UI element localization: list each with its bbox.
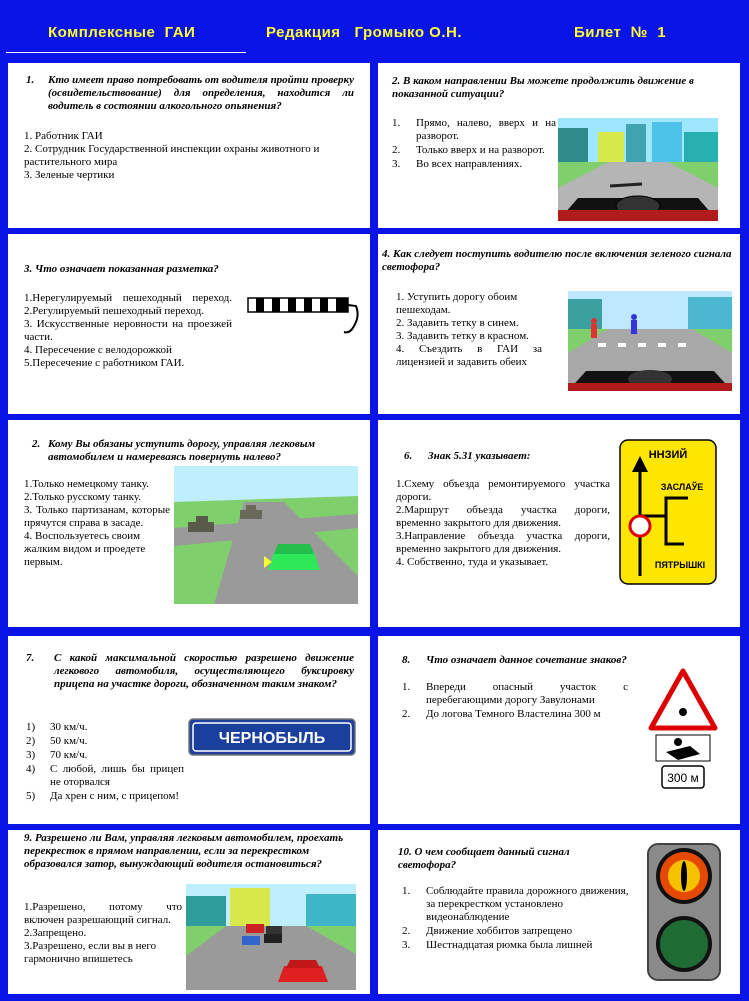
q7-answer-2[interactable]: 2) 50 км/ч.	[26, 735, 88, 747]
question-2	[378, 63, 740, 228]
header-editor: Редакция Громыко О.Н.	[266, 24, 462, 41]
q5-answers	[24, 478, 170, 569]
q4-answer-2[interactable]: 2. Задавить тетку в синем.	[396, 317, 519, 329]
q7-answer-4[interactable]: 4) С любой, лишь бы прицеп не оторвался	[26, 763, 184, 788]
q7-answer-3[interactable]: 3) 70 км/ч.	[26, 749, 88, 761]
q6-answer-4[interactable]: 4. Собственно, туда и указывает.	[396, 556, 549, 568]
q3-text: 3. Что означает показанная разметка?	[24, 263, 219, 275]
question-8	[378, 636, 740, 824]
detour-sign-mid-label: ЗАСЛАЎЕ	[660, 482, 704, 492]
q3-answers	[24, 292, 232, 370]
q9-answer-3[interactable]: 3.Разрешено, если вы в него гармонично впишетесь	[24, 940, 157, 965]
q1-text: Кто имеет право потребовать от водителя пройти проверку (освидетельствование) для определения, находится ли водитель в состоянии алкогольного опьянения?	[48, 74, 354, 112]
q3-answer-2[interactable]: 2.Регулируемый пешеходный переход.	[24, 305, 204, 317]
q8-answer-1[interactable]: 1. Впереди опасный участок с перебегающими дорогу Завулонами	[402, 681, 628, 706]
q5-answer-2[interactable]: 2.Только русскому танку.	[24, 491, 141, 503]
q7-answer-5[interactable]: 5) Да хрен с ним, с прицепом!	[26, 790, 179, 802]
header-underline	[6, 52, 246, 53]
question-5	[8, 420, 370, 627]
q4-text: 4. Как следует поступить водителю после включения зеленого сигнала светофора?	[382, 248, 732, 273]
q9-answer-2[interactable]: 2.Запрещено.	[24, 927, 87, 939]
detour-sign-bottom-label: ПЯТРЫШКІ	[654, 560, 706, 570]
question-1	[8, 63, 370, 228]
header-title: Комплексные ГАИ	[48, 24, 196, 41]
q8-number: 8.	[402, 654, 411, 666]
q1-number: 1.	[26, 74, 35, 86]
question-9	[8, 830, 370, 994]
detour-sign-top-label: ННЗИЙ	[648, 449, 688, 461]
town-name-sign-label: ЧЕРНОБЫЛЬ	[218, 730, 326, 747]
q8-answers	[402, 681, 628, 722]
detour-sign-5-31	[618, 438, 718, 586]
warning-sign-group	[648, 668, 718, 796]
q4-answers	[396, 291, 542, 369]
q8-answer-2[interactable]: 2. До логова Темного Властелина 300 м	[402, 708, 601, 720]
q2-answer-3[interactable]: 3. Во всех направлениях.	[392, 158, 523, 170]
q1-answers	[24, 130, 358, 182]
q6-answer-3[interactable]: 3.Направление объезда участка дороги, временно закрытого для движения.	[396, 530, 610, 555]
baton-marking-image	[246, 296, 362, 338]
q1-answer-1[interactable]: 1. Работник ГАИ	[24, 130, 103, 142]
q6-answer-2[interactable]: 2.Маршрут объезда участка дороги, временно закрытого для движения.	[396, 504, 610, 529]
q2-answers	[392, 117, 556, 172]
question-7	[8, 636, 370, 824]
question-10	[378, 830, 740, 994]
q4-answer-3[interactable]: 3. Задавить тетку в красном.	[396, 330, 529, 342]
question-4	[378, 234, 740, 414]
q5-answer-4[interactable]: 4. Воспользуетесь своим жалким видом и проедете первым.	[24, 530, 146, 568]
q5-answer-1[interactable]: 1.Только немецкому танку.	[24, 478, 149, 490]
q9-answers	[24, 901, 182, 966]
q7-answer-1[interactable]: 1) 30 км/ч.	[26, 721, 88, 733]
q5-answer-3[interactable]: 3. Только партизанам, которые прячутся справа в засаде.	[24, 504, 170, 529]
q9-answer-1[interactable]: 1.Разрешено, потому что включен разрешающий сигнал.	[24, 901, 182, 926]
q3-answer-4[interactable]: 4. Пересечение с велодорожкой	[24, 344, 172, 356]
question-3	[8, 234, 370, 414]
q8-text: Что означает данное сочетание знаков?	[426, 654, 627, 666]
q3-answer-1[interactable]: 1.Нерегулируемый пешеходный переход.	[24, 292, 232, 304]
traffic-jam-illustration	[186, 884, 356, 990]
q1-answer-2[interactable]: 2. Сотрудник Государственной инспекции охраны животного и растительного мира	[24, 143, 320, 168]
q10-answer-2[interactable]: 2. Движение хоббитов запрещено	[402, 925, 573, 937]
q1-answer-3[interactable]: 3. Зеленые чертики	[24, 169, 115, 181]
crosswalk-illustration	[568, 291, 732, 391]
q5-number: 2.	[32, 438, 41, 450]
q4-answer-1[interactable]: 1. Уступить дорогу обоим пешеходам.	[396, 291, 518, 316]
q10-answers	[402, 885, 636, 953]
q5-text: Кому Вы обязаны уступить дорогу, управляя легковым автомобилем и намереваясь повернуть налево?	[48, 438, 315, 463]
q2-answer-1[interactable]: 1. Прямо, налево, вверх и на разворот.	[392, 117, 556, 142]
tanks-illustration	[174, 466, 358, 604]
q3-answer-3[interactable]: 3. Искусственные неровности на проезжей части.	[24, 318, 232, 343]
traffic-light-image	[646, 842, 722, 982]
q2-text: 2. В каком направлении Вы можете продолжить движение в показанной ситуации?	[392, 75, 694, 100]
q6-number: 6.	[404, 450, 413, 462]
q2-answer-2[interactable]: 2. Только вверх и на разворот.	[392, 144, 545, 156]
q6-answer-1[interactable]: 1.Схему объезда ремонтируемого участка дороги.	[396, 478, 610, 503]
q10-answer-3[interactable]: 3. Шестнадцатая рюмка была лишней	[402, 939, 593, 951]
q7-number: 7.	[26, 652, 35, 664]
q7-text: С какой максимальной скоростью разрешено движение легкового автомобиля, осуществляющего буксировку прицепа на участке дороги, обозначенном таким знаком?	[54, 652, 354, 690]
q9-text: 9. Разрешено ли Вам, управляя легковым автомобилем, проехать перекресток в прямом направлении, если за перекрестком образовался затор, вынуждающий водителя остановиться?	[24, 832, 344, 870]
distance-plate-label: 300 м	[667, 771, 699, 785]
q3-answer-5[interactable]: 5.Пересечение с работником ГАИ.	[24, 357, 185, 369]
q6-answers	[396, 478, 610, 569]
q10-answer-1[interactable]: 1. Соблюдайте правила дорожного движения, за перекрестком установлено видеонаблюдение	[402, 885, 629, 923]
intersection-illustration	[558, 118, 718, 221]
q6-text: Знак 5.31 указывает:	[428, 450, 531, 462]
q10-text: 10. О чем сообщает данный сигнал светофора?	[398, 846, 570, 871]
header	[0, 0, 749, 58]
town-name-sign	[188, 718, 356, 756]
q4-answer-4[interactable]: 4. Съездить в ГАИ за лицензией и задавить обеих	[396, 343, 542, 368]
question-6	[378, 420, 740, 627]
q7-answers	[26, 721, 184, 804]
header-ticket: Билет № 1	[574, 24, 667, 41]
